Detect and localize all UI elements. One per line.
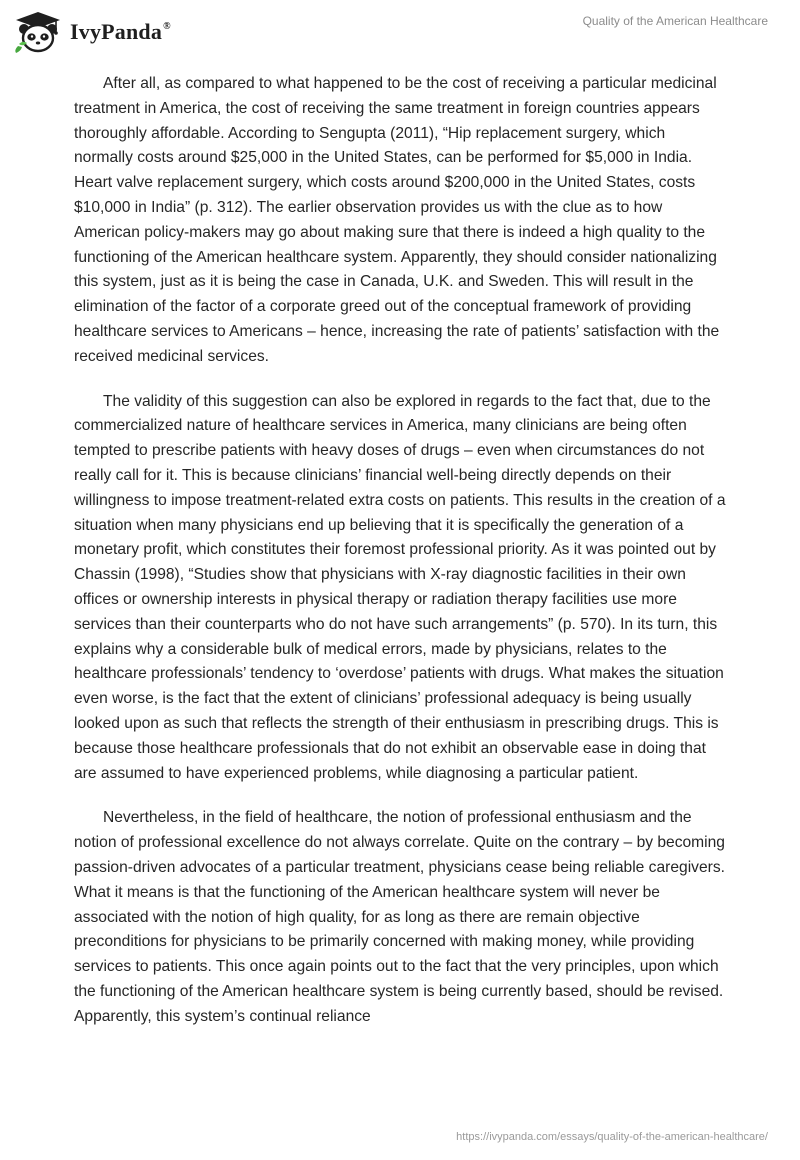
source-url-link[interactable]: https://ivypanda.com/essays/quality-of-the-american-healthcare/ [456,1131,768,1143]
brand-logo[interactable] [12,10,171,54]
brand-name: IvyPanda® [70,19,171,44]
registered-mark: ® [163,21,171,32]
essay-body [74,72,728,1049]
page-header [0,0,800,62]
paragraph: Nevertheless, in the field of healthcare, the notion of professional enthusiasm and the notion of professional excellence do not always correlate. Quite on the contrary – by becoming passion-driven advocates of a particular treatment, physicians cease being reliable caregivers. What it means is that the functioning of the American healthcare system will never be associated with the notion of high quality, for as long as there are remain objective preconditions for physicians to be primarily concerned with making money, while providing services to patients. This once again points out to the fact that the very principles, upon which the functioning of the American healthcare system is being currently based, should be revised. Apparently, this system’s continual reliance [74,809,725,1025]
paragraph: After all, as compared to what happened to be the cost of receiving a particular medicinal treatment in America, the cost of receiving the same treatment in foreign countries appears thoroughly affordable. According to Sengupta (2011), “Hip replacement surgery, which normally costs around $25,000 in the United States, can be performed for $5,000 in India. Heart valve replacement surgery, which costs around $200,000 in the United States, costs $10,000 in India” (p. 312). The earlier observation provides us with the clue as to how American policy-makers may go about making sure that there is indeed a high quality to the functioning of the American healthcare system. Apparently, they should consider nationalizing this system, just as it is being the case in Canada, U.K. and Sweden. This will result in the elimination of the factor of a corporate greed out of the conceptual framework of providing healthcare services to Americans – hence, increasing the rate of patients’ satisfaction with the received medicinal services. [74,75,720,365]
panda-graduate-icon [12,10,64,54]
paragraph: The validity of this suggestion can also be explored in regards to the fact that, due to the commercialized nature of healthcare services in America, many clinicians are being often tempted to prescribe patients with heavy doses of drugs – even when circumstances do not really call for it. This is because clinicians’ financial well-being directly depends on their willingness to impose treatment-related extra costs on patients. This results in the creation of a situation when many physicians end up believing that it is specifically the generation of a monetary profit, which constitutes their foremost professional priority. As it was pointed out by Chassin (1998), “Studies show that physicians with X-ray diagnostic facilities in their own offices or ownership interests in physical therapy or radiation therapy facilities use more services than their counterparts who do not have such arrangements” (p. 570). In its turn, this explains why a considerable bulk of medical errors, made by physicians, relates to the healthcare professionals’ tendency to ‘overdose’ patients with drugs. What makes the situation even worse, is the fact that the extent of clinicians’ professional adequacy is being usually looked upon as such that reflects the strength of their enthusiasm in prescribing drugs. This is because those healthcare professionals that do not exhibit an observable ease in doing that are assumed to have experienced problems, while diagnosing a particular patient. [74,392,726,782]
running-title: Quality of the American Healthcare [582,14,768,28]
